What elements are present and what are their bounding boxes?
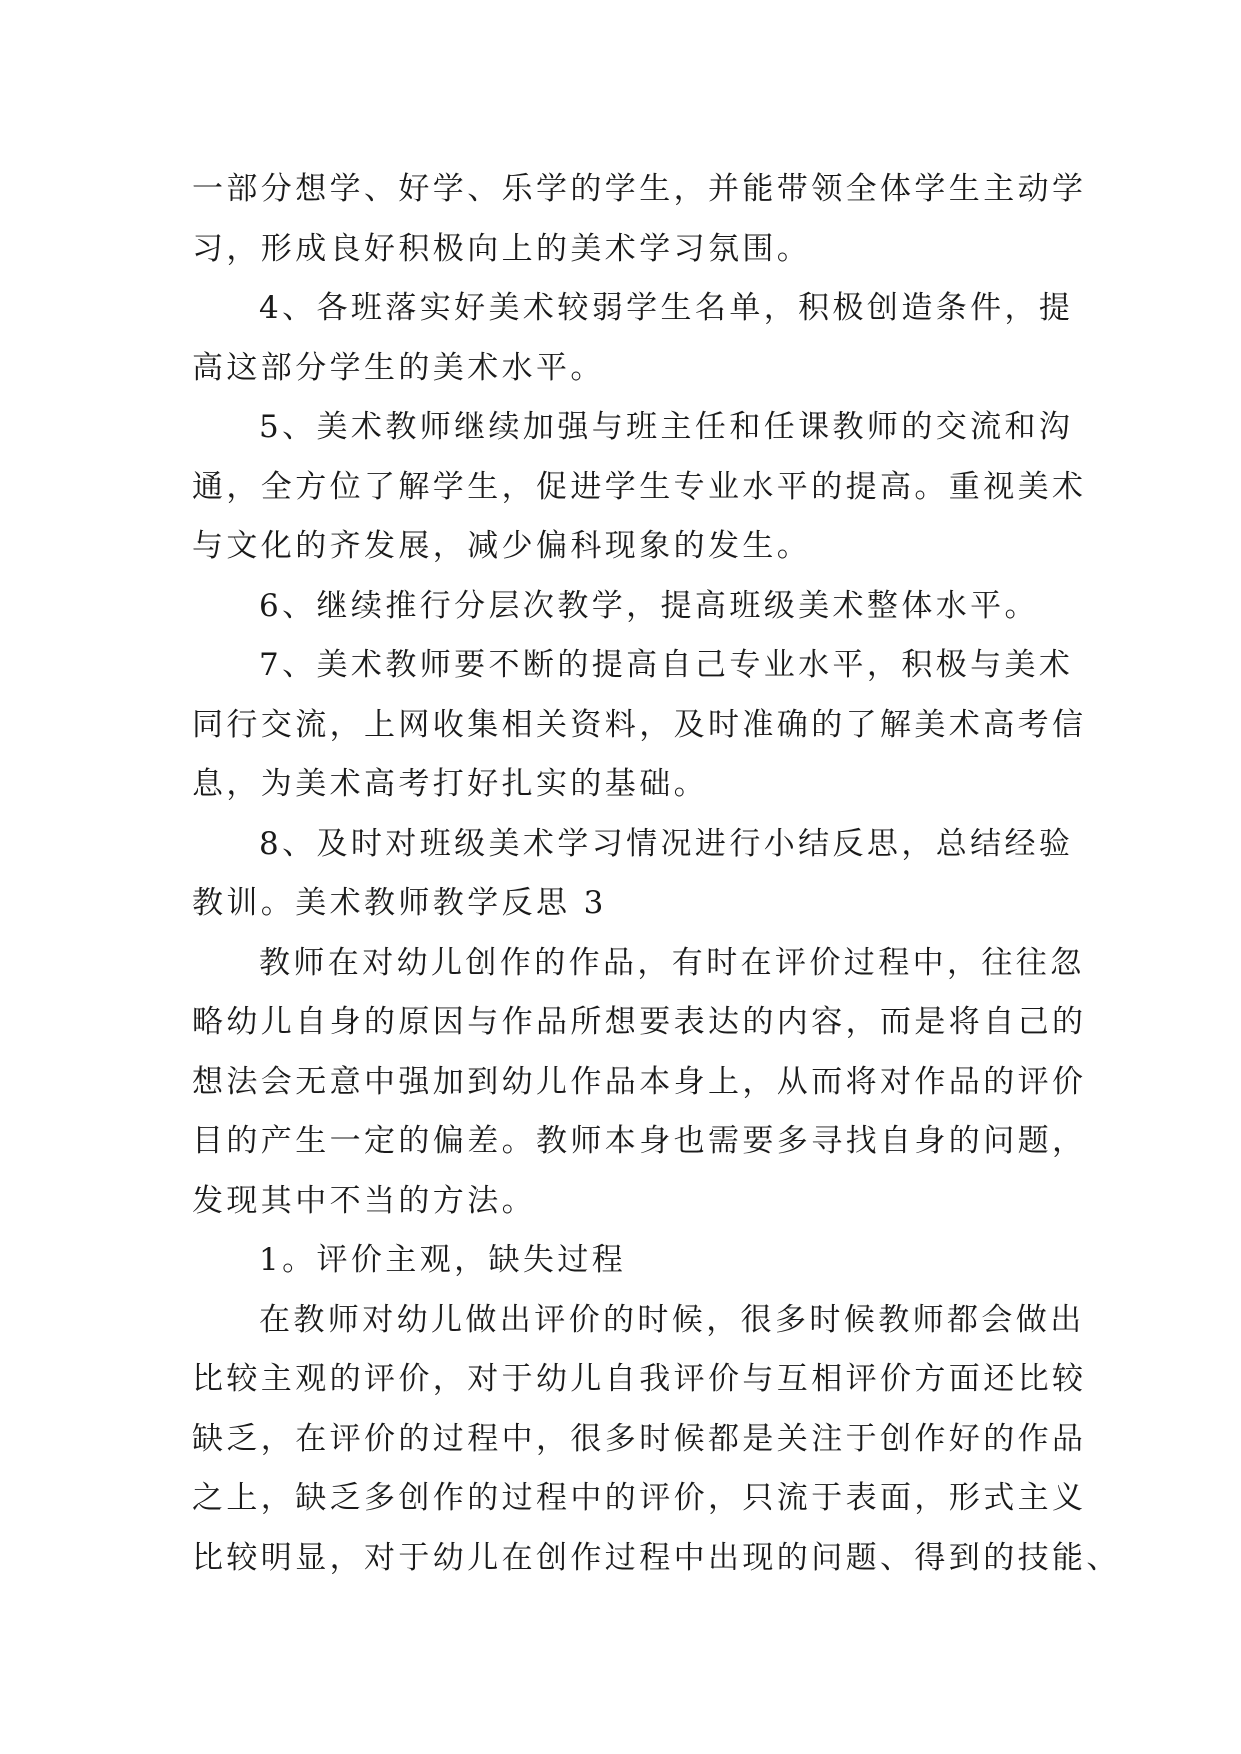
text-line: 息，为美术高考打好扎实的基础。 <box>192 766 708 802</box>
text-line: 一部分想学、好学、乐学的学生，并能带领全体学生主动学 <box>192 171 1087 207</box>
text-line: 4、各班落实好美术较弱学生名单，积极创造条件，提 <box>259 290 1074 326</box>
text-line: 想法会无意中强加到幼儿作品本身上，从而将对作品的评价 <box>192 1063 1087 1100</box>
text-line: 之上，缺乏多创作的过程中的评价，只流于表面，形式主义 <box>192 1480 1087 1516</box>
text-line: 发现其中不当的方法。 <box>192 1182 536 1219</box>
text-line: 教训。美术教师教学反思 3 <box>192 885 607 921</box>
text-line: 同行交流，上网收集相关资料，及时准确的了解美术高考信 <box>192 706 1087 743</box>
text-line: 习，形成良好积极向上的美术学习氛围。 <box>192 230 812 267</box>
text-line: 8、及时对班级美术学习情况进行小结反思，总结经验 <box>259 825 1074 862</box>
text-line: 在教师对幼儿做出评价的时候，很多时候教师都会做出 <box>259 1301 1085 1338</box>
text-line: 7、美术教师要不断的提高自己专业水平，积极与美术 <box>259 647 1074 683</box>
text-line: 教师在对幼儿创作的作品，有时在评价过程中，往往忽 <box>259 944 1085 981</box>
text-line: 1。评价主观，缺失过程 <box>259 1242 627 1278</box>
text-line: 比较明显，对于幼儿在创作过程中出现的问题、得到的技能、 <box>192 1539 1121 1576</box>
text-line: 目的产生一定的偏差。教师本身也需要多寻找自身的问题， <box>192 1123 1087 1159</box>
text-line: 5、美术教师继续加强与班主任和任课教师的交流和沟 <box>259 409 1074 445</box>
text-line: 6、继续推行分层次教学，提高班级美术整体水平。 <box>259 587 1039 624</box>
text-line: 缺乏，在评价的过程中，很多时候都是关注于创作好的作品 <box>192 1420 1087 1457</box>
text-line: 比较主观的评价，对于幼儿自我评价与互相评价方面还比较 <box>192 1361 1087 1397</box>
text-line: 通，全方位了解学生，促进学生专业水平的提高。重视美术 <box>192 468 1087 505</box>
text-line: 略幼儿自身的原因与作品所想要表达的内容，而是将自己的 <box>192 1004 1087 1040</box>
body-text <box>192 160 1121 1588</box>
text-line: 与文化的齐发展，减少偏科现象的发生。 <box>192 528 812 564</box>
text-line: 高这部分学生的美术水平。 <box>192 349 605 386</box>
